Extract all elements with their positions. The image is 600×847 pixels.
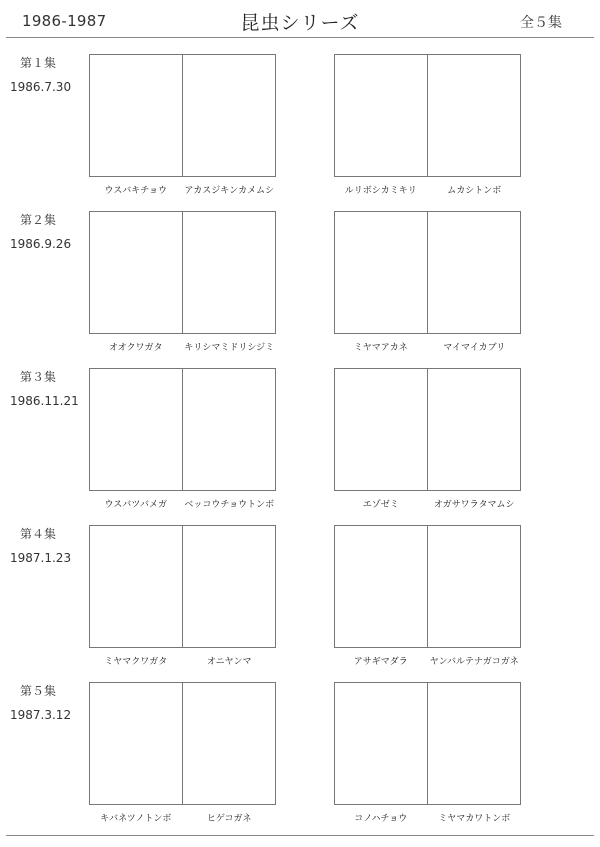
stamp-names-right xyxy=(334,497,521,510)
bottom-divider xyxy=(6,835,594,836)
stamp-slot xyxy=(182,525,276,648)
stamp-name: キリシマミドリシジミ xyxy=(184,343,275,353)
stamp-pair-left xyxy=(89,525,276,648)
set-label: 第２集 xyxy=(20,213,57,227)
stamp-name: アカスジキンカメムシ xyxy=(184,186,275,196)
stamp-pair-left xyxy=(89,682,276,805)
stamp-set-4 xyxy=(0,525,600,682)
stamp-slot xyxy=(334,211,427,334)
stamp-slot xyxy=(182,211,276,334)
stamp-set-5 xyxy=(0,682,600,839)
stamp-name: ルリボシカミキリ xyxy=(344,186,417,196)
stamp-slot xyxy=(427,211,521,334)
stamp-slot xyxy=(182,54,276,177)
stamp-name: ミヤマクワガタ xyxy=(104,657,168,667)
stamp-slot xyxy=(89,682,182,805)
set-label: 第５集 xyxy=(20,684,57,698)
stamp-pair-right xyxy=(334,682,521,805)
stamp-slot xyxy=(334,54,427,177)
stamp-name: キバネツノトンボ xyxy=(100,814,172,824)
set-date: 1987.3.12 xyxy=(10,708,72,722)
year-range: 1986-1987 xyxy=(22,12,107,30)
stamp-name: ムカシトンボ xyxy=(447,186,502,196)
stamp-names-left xyxy=(89,340,276,353)
stamp-pair-right xyxy=(334,368,521,491)
stamp-slot xyxy=(427,368,521,491)
stamp-slot xyxy=(334,682,427,805)
set-date: 1986.11.21 xyxy=(10,394,79,408)
stamp-name: ウスバキチョウ xyxy=(104,186,167,196)
set-date: 1986.9.26 xyxy=(10,237,72,251)
stamp-name: エゾゼミ xyxy=(362,500,399,510)
stamp-set-3 xyxy=(0,368,600,525)
stamp-names-right xyxy=(334,654,521,667)
top-divider xyxy=(6,37,594,38)
stamp-slot xyxy=(89,211,182,334)
stamp-pair-right xyxy=(334,54,521,177)
stamp-name: ベッコウチョウトンボ xyxy=(184,500,275,510)
stamp-name: ミヤマカワトンボ xyxy=(438,814,511,824)
stamp-names-left xyxy=(89,497,276,510)
stamp-pair-right xyxy=(334,211,521,334)
stamp-name: アサギマダラ xyxy=(353,657,408,667)
stamp-name: ウスバツバメガ xyxy=(104,500,168,510)
page-header xyxy=(0,0,600,40)
stamp-slot xyxy=(334,525,427,648)
stamp-slot xyxy=(427,54,521,177)
stamp-name: オガサワラタマムシ xyxy=(433,500,515,510)
stamp-slot xyxy=(89,54,182,177)
stamp-slot xyxy=(89,525,182,648)
stamp-slot xyxy=(182,368,276,491)
stamp-pair-left xyxy=(89,368,276,491)
stamp-name: オニヤンマ xyxy=(206,657,252,667)
stamp-name: ヒゲコガネ xyxy=(206,814,252,824)
stamp-names-right xyxy=(334,340,521,353)
stamp-slot xyxy=(427,525,521,648)
set-date: 1987.1.23 xyxy=(10,551,72,565)
stamp-names-left xyxy=(89,654,276,667)
set-count: 全５集 xyxy=(520,15,562,31)
set-label: 第１集 xyxy=(20,56,57,70)
set-date: 1986.7.30 xyxy=(10,80,72,94)
stamp-names-right xyxy=(334,811,521,824)
stamp-name: コノハチョウ xyxy=(354,814,408,824)
stamp-set-1 xyxy=(0,54,600,211)
stamp-names-left xyxy=(89,183,276,196)
stamp-slot xyxy=(182,682,276,805)
set-label: 第３集 xyxy=(20,370,57,384)
stamp-name: マイマイカブリ xyxy=(443,343,506,353)
stamp-slot xyxy=(89,368,182,491)
stamp-set-2 xyxy=(0,211,600,368)
stamp-slot xyxy=(427,682,521,805)
stamp-names-right xyxy=(334,183,521,196)
stamp-pair-left xyxy=(89,211,276,334)
set-label: 第４集 xyxy=(20,527,57,541)
stamp-name: ヤンバルテナガコガネ xyxy=(429,657,519,667)
page-title: 昆虫シリーズ xyxy=(240,12,360,34)
stamp-pair-left xyxy=(89,54,276,177)
stamp-names-left xyxy=(89,811,276,824)
stamp-name: オオクワガタ xyxy=(108,343,163,353)
stamp-name: ミヤマアカネ xyxy=(353,343,408,353)
stamp-slot xyxy=(334,368,427,491)
stamp-pair-right xyxy=(334,525,521,648)
